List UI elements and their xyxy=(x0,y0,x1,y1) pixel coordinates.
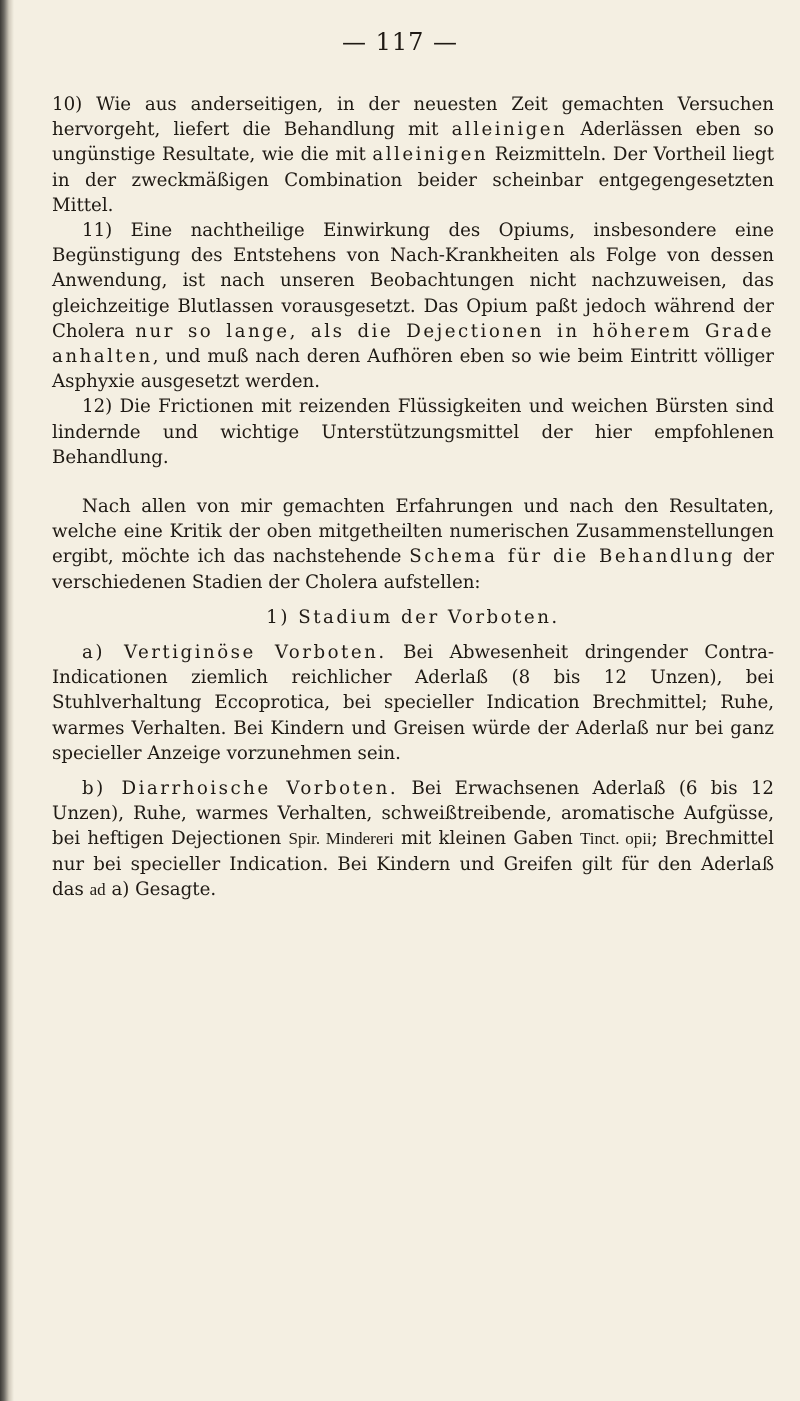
paragraph-10-emphasis-b: alleinigen xyxy=(372,144,489,166)
paragraph-12: 12) Die Frictionen mit reizenden Flüssigkeiten und weichen Bürsten sind lindernde und wichtige Unterstützungsmittel der hier empfohlenen Behandlung. xyxy=(52,396,774,468)
section-a-text: Bei Abwesenheit dringender Contra-Indicationen ziemlich reichlicher Aderlaß (8 bis 12 Unzen), bei Stuhlverhaltung Eccoprotica, bei specieller Indication Brechmittel; Ruhe, warmes Verhalten. Bei Kindern und Greisen würde der Aderlaß nur bei ganz specieller Anzeige vorzunehmen sein. xyxy=(52,642,774,764)
paragraph-10-emphasis-a: alleinigen xyxy=(451,119,568,141)
section-b-text-1: Bei Erwachsenen Aderlaß (6 bis 12 Unzen), Ruhe, warmes Verhalten, schweißtreibende, aromatische Aufgüsse, bei heftigen Dejectionen xyxy=(52,778,774,850)
page-binding-edge xyxy=(0,0,14,1401)
section-b-latin-2: Tinct. opii xyxy=(580,829,652,849)
paragraph-11-text-a: 11) Eine nachtheilige Einwirkung des Opiums, insbesondere eine Begünstigung des Entstehens von Nach-Krankheiten als Folge von dessen Anwendung, ist nach unseren Beobachtungen nicht nachzuweisen, das gleichzeitige Blutlassen vorausgesetzt. Das Opium paßt jedoch während der Cholera xyxy=(52,220,774,342)
schema-intro-text-a: Nach allen von mir gemachten Erfahrungen und nach den Resultaten, welche eine Kritik der oben mitgetheilten numerischen Zusammenstellungen ergibt, möchte ich das nachstehende xyxy=(52,496,774,568)
paragraph-10 xyxy=(52,92,774,218)
paragraph-10-text-c: Aderlässen eben so ungünstige Resultate, wie die mit xyxy=(52,119,774,166)
section-b-text-3: ; Brechmittel nur bei specieller Indication. Bei Kindern und Greifen gilt für den Aderlaß das xyxy=(52,828,774,900)
stage-1-heading: 1) Stadium der Vorboten. xyxy=(266,606,560,628)
schema-intro-text-c: der verschiedenen Stadien der Cholera aufstellen: xyxy=(52,546,774,593)
section-b-latin-1: Spir. Mindereri xyxy=(288,829,394,849)
section-b-paragraph xyxy=(52,776,774,902)
paragraph-11-emphasis: nur so lange, als die Dejectionen in höherem Grade anhalten xyxy=(52,320,774,368)
section-b-title: b) Diarrhoische Vorboten. xyxy=(82,778,399,800)
paragraph-11 xyxy=(52,218,774,394)
paragraph-10-text-e: Reizmitteln. Der Vortheil liegt in der zweckmäßigen Combination beider scheinbar entgegengesetzten Mittel. xyxy=(52,144,774,216)
page-number: — 117 — xyxy=(341,28,459,56)
page-body xyxy=(52,92,774,902)
section-a-title: a) Vertiginöse Vorboten. xyxy=(82,642,387,664)
paragraph-10-text-a: 10) Wie aus anderseitigen, in der neuesten Zeit gemachten Versuchen hervorgeht, liefert die Behandlung mit xyxy=(52,94,774,141)
schema-intro-emphasis: Schema für die Behandlung xyxy=(409,546,735,568)
schema-intro-paragraph xyxy=(52,494,774,595)
section-b-latin-3: ad xyxy=(89,879,106,899)
section-b-text-4: a) Gesagte. xyxy=(105,878,217,900)
paragraph-11-text-c: , und muß nach deren Aufhören eben so wie beim Eintritt völliger Asphyxie ausgesetzt werden. xyxy=(52,346,774,393)
section-a-paragraph xyxy=(52,640,774,766)
section-b-text-2: mit kleinen Gaben xyxy=(393,828,581,850)
